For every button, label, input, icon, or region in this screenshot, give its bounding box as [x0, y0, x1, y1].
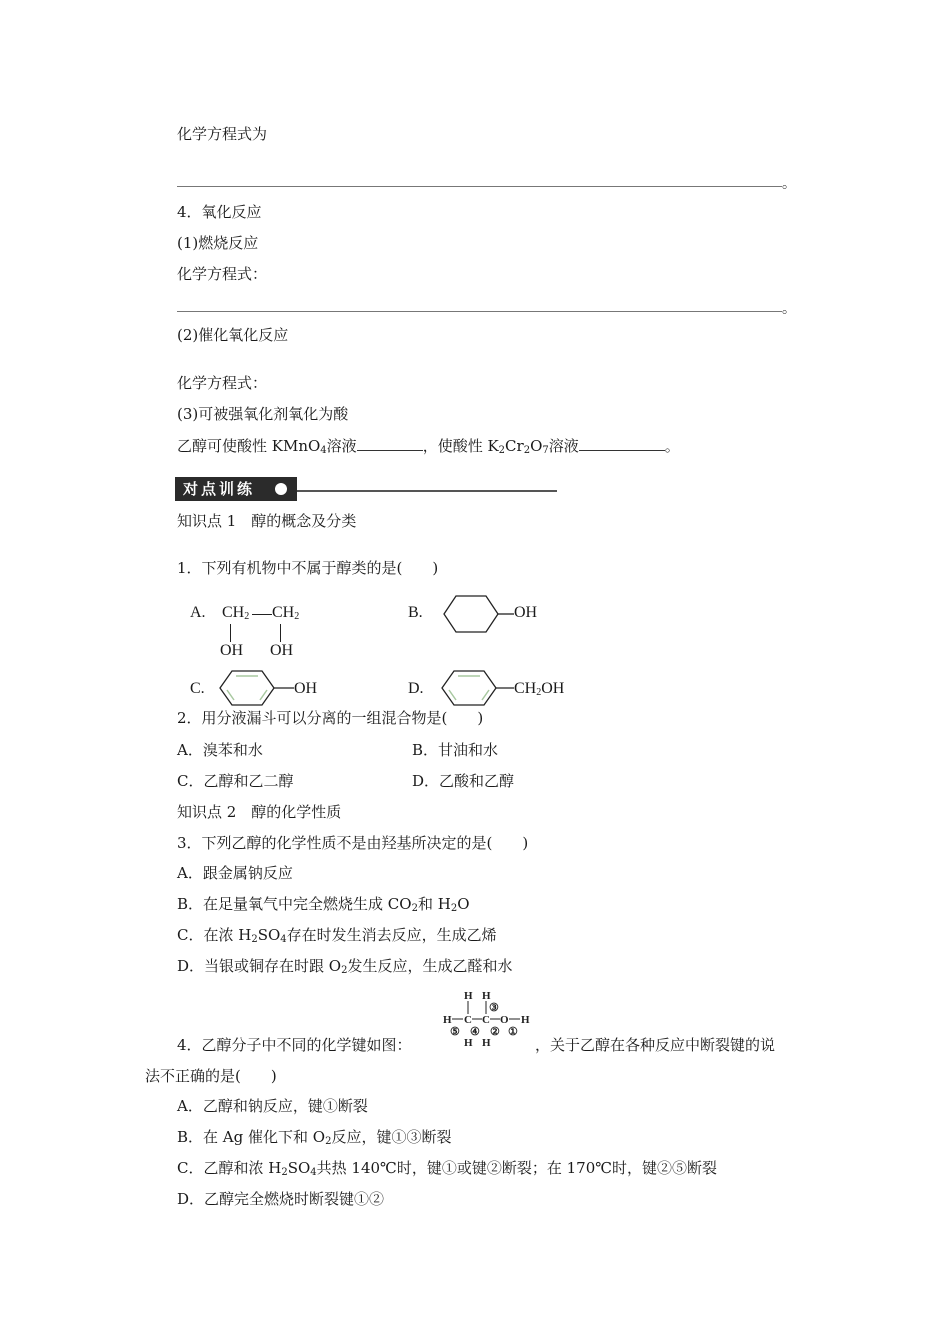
text: 反应，键①③断裂	[331, 1128, 452, 1146]
option-b-structure[interactable]	[408, 592, 558, 636]
ch2-group	[222, 604, 249, 622]
subscript: 4	[310, 1167, 317, 1178]
atom-h: H	[482, 1037, 491, 1049]
ch2-text: CH	[272, 604, 295, 621]
hydroxyl-text: OH	[270, 642, 294, 659]
option-d[interactable]: D．乙酸和乙醇	[412, 772, 515, 790]
option-label: D.	[408, 680, 424, 697]
answer-blank[interactable]	[579, 435, 665, 451]
text: 存在时发生消去反应，生成乙烯	[286, 926, 497, 944]
atom-h: H	[464, 1037, 473, 1049]
subscript: 2	[536, 687, 542, 698]
option-d-structure[interactable]	[408, 668, 578, 708]
hydroxyl-text: OH	[220, 642, 244, 659]
option-b[interactable]: B．甘油和水	[412, 741, 499, 759]
equation-label: 化学方程式：	[177, 374, 268, 392]
text: 溶液	[548, 437, 579, 455]
atom-h: H	[464, 990, 473, 1002]
subscript: 4	[280, 934, 287, 945]
knowledge-point-title: 知识点 1 醇的概念及分类	[177, 512, 357, 530]
bond-number: ⑤	[450, 1026, 460, 1038]
subscript: 2	[411, 903, 418, 914]
equation-label: 化学方程式为	[177, 125, 268, 143]
text: 。	[664, 437, 680, 455]
ch2-group	[272, 604, 299, 622]
subscript: 4	[320, 445, 327, 456]
ch2-text: CH	[514, 680, 537, 697]
subscript: 2	[498, 445, 506, 456]
hydroxyl-text: OH	[514, 604, 538, 621]
text: 和 H	[417, 895, 451, 913]
text: C．在浓 H	[177, 926, 252, 944]
text: SO	[287, 1159, 311, 1177]
question-3-stem: 3．下列乙醇的化学性质不是由羟基所决定的是( )	[177, 834, 529, 852]
bond-line	[230, 624, 231, 642]
section-heading: 4．氧化反应	[177, 203, 262, 221]
question-1-stem: 1．下列有机物中不属于醇类的是( )	[177, 559, 439, 577]
text: 乙醇可使酸性 KMnO	[177, 437, 321, 455]
question-2-stem: 2．用分液漏斗可以分离的一组混合物是( )	[177, 709, 484, 727]
hydroxymethyl-text	[514, 680, 564, 698]
bond-line	[280, 624, 281, 642]
divider	[297, 490, 557, 492]
circle-icon	[275, 483, 287, 495]
text: O	[530, 437, 543, 455]
hydroxyl-text: OH	[294, 680, 318, 697]
subscript: 2	[281, 1167, 288, 1178]
option-a[interactable]: A．溴苯和水	[177, 741, 263, 759]
subscript: 2	[325, 1136, 332, 1147]
subsection-catalytic-oxidation: (2)催化氧化反应	[177, 326, 289, 344]
text: O	[457, 895, 470, 913]
text: C．乙醇和浓 H	[177, 1159, 282, 1177]
text: ，使酸性 K	[422, 437, 499, 455]
subscript: 7	[542, 445, 549, 456]
bond-number: ②	[490, 1026, 500, 1038]
text: SO	[257, 926, 281, 944]
option-label: A.	[190, 604, 206, 621]
subsection-combustion: (1)燃烧反应	[177, 234, 259, 252]
option-a[interactable]: A．跟金属钠反应	[177, 864, 293, 882]
text: 发生反应，生成乙醛和水	[347, 957, 513, 975]
option-label: C.	[190, 680, 205, 697]
option-c[interactable]	[177, 1158, 717, 1178]
oh-text: OH	[541, 680, 565, 697]
question-4-stem-continued: ，关于乙醇在各种反应中断裂键的说	[535, 1036, 776, 1054]
subscript: 2	[251, 934, 258, 945]
bond-number: ①	[508, 1026, 518, 1038]
subscript: 2	[523, 445, 531, 456]
subscript: 2	[341, 965, 348, 976]
atom-h: H	[443, 1014, 452, 1026]
option-d[interactable]: D．乙醇完全燃烧时断裂键①②	[177, 1190, 385, 1208]
question-4-stem-wrap: 法不正确的是( )	[145, 1067, 277, 1085]
atom-o: O	[500, 1014, 509, 1026]
end-mark: 。	[782, 176, 796, 192]
bond-line	[252, 614, 272, 615]
equation-label: 化学方程式：	[177, 265, 268, 283]
bond-number: ③	[489, 1002, 499, 1014]
end-mark: 。	[782, 301, 796, 317]
text: Cr	[505, 437, 524, 455]
question-4-stem: 4．乙醇分子中不同的化学键如图：	[177, 1036, 412, 1054]
atom-c: C	[482, 1014, 490, 1026]
bond-number: ④	[470, 1026, 480, 1038]
option-b[interactable]	[177, 1127, 451, 1147]
option-d[interactable]	[177, 956, 512, 976]
answer-blank-line[interactable]	[177, 311, 782, 312]
option-c[interactable]: C．乙醇和乙二醇	[177, 772, 294, 790]
text: B．在足量氧气中完全燃烧生成 CO	[177, 895, 412, 913]
option-b[interactable]	[177, 894, 470, 914]
option-c-structure[interactable]	[190, 668, 340, 708]
answer-blank[interactable]	[357, 435, 423, 451]
atom-h: H	[482, 990, 491, 1002]
text: 溶液	[326, 437, 357, 455]
subscript: 2	[450, 903, 458, 914]
atom-h: H	[521, 1014, 530, 1026]
subsection-strong-oxidant: (3)可被强氧化剂氧化为酸	[177, 405, 349, 423]
text: D．当银或铜存在时跟 O	[177, 957, 342, 975]
ch2-text: CH	[222, 604, 245, 621]
option-label: B.	[408, 604, 423, 621]
atom-c: C	[464, 1014, 472, 1026]
ethanol-bond-diagram	[438, 988, 538, 1050]
banner-label: 对点训练	[175, 477, 297, 501]
fill-blank-sentence	[177, 435, 680, 456]
text: B．在 Ag 催化下和 O	[177, 1128, 326, 1146]
answer-blank-line[interactable]	[177, 186, 782, 187]
knowledge-point-title: 知识点 2 醇的化学性质	[177, 803, 342, 821]
option-c[interactable]	[177, 925, 497, 945]
subscript: 2	[294, 611, 300, 622]
option-a[interactable]: A．乙醇和钠反应，键①断裂	[177, 1097, 368, 1115]
text: 共热 140℃时，键①或键②断裂；在 170℃时，键②⑤断裂	[316, 1159, 718, 1177]
option-a-structure[interactable]	[190, 600, 330, 664]
subscript: 2	[244, 611, 250, 622]
